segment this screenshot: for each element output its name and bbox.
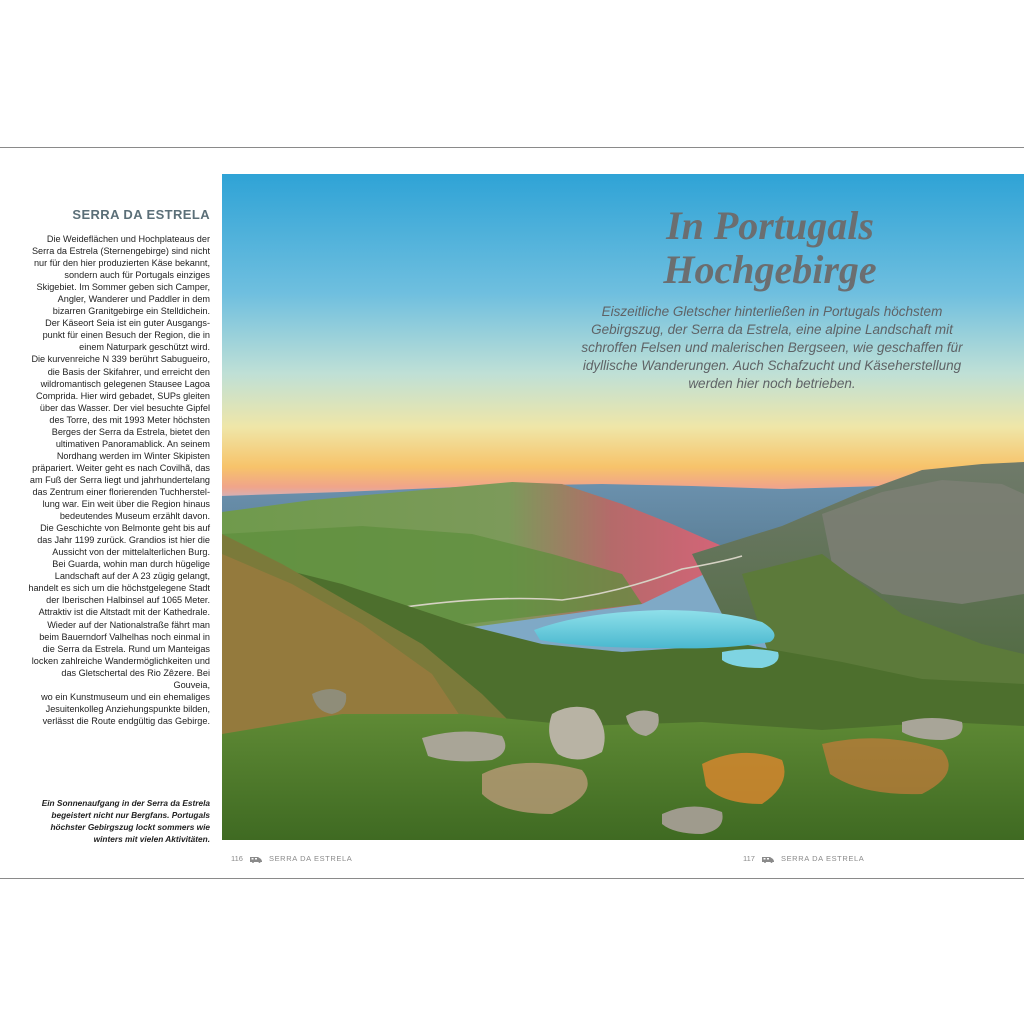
body-line: Serra da Estrela (Sternengebirge) sind nicht: [31, 246, 210, 257]
caption-line: Ein Sonnenaufgang in der Serra da Estrela: [41, 798, 210, 808]
subhead-line: idyllische Wanderungen. Auch Schafzucht und Käseherstellung: [582, 358, 962, 373]
body-line: wo ein Kunstmuseum und ein ehemaliges: [41, 691, 210, 702]
subhead: [556, 303, 988, 393]
body-line: Die Weideflächen und Hochplateaus der: [46, 234, 210, 244]
body-line: nur für den hier produzierten Käse bekannt,: [33, 258, 210, 269]
body-line: die Serra da Estrela. Rund um Manteigas: [42, 643, 210, 654]
body-line: das Gletschertal des Rio Zêzere. Bei Gouveia,: [61, 667, 210, 690]
body-line: Nordhang werden im Winter Skipisten: [56, 450, 210, 461]
body-line: wildromantisch gelegenen Stausee Lagoa: [40, 378, 210, 389]
body-line: sondern auch für Portugals einziges: [64, 270, 210, 281]
body-line: beim Bauerndorf Valhelhas noch einmal in: [39, 631, 210, 642]
body-line: lung war. Ein weit über die Region hinaus: [42, 499, 210, 510]
body-line: Bei Guarda, wohin man durch hügelige: [52, 559, 210, 570]
body-line: Die kurvenreiche N 339 berührt Sabugueiro,: [31, 354, 210, 365]
body-line: Comprida. Hier wird gebadet, SUPs gleiten: [36, 390, 210, 401]
headline-line: Hochgebirge: [663, 247, 877, 292]
page-number: 117: [743, 854, 755, 863]
body-line: das Zentrum einer florierenden Tuchherstel-: [32, 486, 210, 497]
body-line: der Iberischen Halbinsel auf 1065 Meter.: [46, 595, 210, 606]
subhead-line: schroffen Felsen und malerischen Bergseen, wie geschaffen für: [581, 340, 963, 355]
caption-line: winters mit vielen Aktivitäten.: [93, 834, 210, 844]
caption-line: höchster Gebirgszug lockt sommers wie: [50, 822, 210, 832]
body-line: handelt es sich um die höchstgelegene Stadt: [28, 583, 210, 594]
body-line: locken zahlreiche Wandermöglichkeiten und: [31, 655, 210, 666]
body-line: Die Geschichte von Belmonte geht bis auf: [40, 523, 210, 534]
body-line: punkt für einen Besuch der Region, die in: [42, 330, 210, 341]
caption-line: begeistert nicht nur Bergfans. Portugals: [51, 810, 210, 820]
headline: [560, 204, 980, 292]
body-line: Attraktiv ist die Altstadt mit der Kathedrale.: [38, 607, 210, 618]
body-line: das Jahr 1199 zurück. Grandios ist hier die: [37, 535, 210, 546]
subhead-line: Eiszeitliche Gletscher hinterließen in Portugals höchstem: [601, 304, 943, 319]
page-number: 116: [231, 854, 243, 863]
camper-van-icon: [249, 855, 263, 863]
body-line: ultimativen Panoramablick. An seinem: [55, 438, 210, 449]
body-line: Aussicht von der mittelalterlichen Burg.: [52, 547, 210, 558]
body-line: Der Käseort Seia ist ein guter Ausgangs-: [45, 318, 210, 329]
body-line: die Basis der Skifahrer, und erreicht den: [47, 366, 210, 377]
body-line: präpariert. Weiter geht es nach Covilhã, das: [32, 462, 210, 473]
body-line: Jesuitenkolleg Anziehungspunkte bilden,: [45, 703, 210, 714]
running-head: SERRA DA ESTRELA: [268, 854, 353, 863]
body-line: Berges der Serra da Estrela, bietet den: [51, 426, 210, 437]
body-line: am Fuß der Serra liegt und jahrhundertelang: [29, 474, 210, 485]
folio-right: [743, 854, 864, 863]
camper-van-icon: [761, 855, 775, 863]
body-line: Landschaft auf der A 23 zügig gelangt,: [54, 571, 210, 582]
subhead-line: werden hier noch betrieben.: [688, 376, 856, 391]
running-head: SERRA DA ESTRELA: [780, 854, 865, 863]
subhead-line: Gebirgszug, der Serra da Estrela, eine alpine Landschaft mit: [591, 322, 953, 337]
body-line: des Torre, des mit 1993 Meter höchsten: [49, 414, 210, 425]
body-line: Wieder auf der Nationalstraße fährt man: [47, 619, 210, 630]
folio-left: [231, 854, 352, 863]
body-line: Angler, Wanderer und Paddler in dem: [57, 294, 210, 305]
body-line: verlässt die Route endgültig das Gebirge.: [42, 715, 210, 726]
photo-caption: [20, 797, 210, 845]
body-line: bizarren Granitgebirge ein Stelldichein.: [52, 306, 210, 317]
headline-line: In Portugals: [666, 203, 874, 248]
section-title: SERRA DA ESTRELA: [72, 207, 210, 222]
body-line: bedeutendes Museum erzählt davon.: [59, 511, 210, 522]
body-line: Skigebiet. Im Sommer geben sich Camper,: [36, 282, 210, 293]
body-line: einem Naturpark geschützt wird.: [79, 342, 210, 353]
body-text: [26, 233, 210, 727]
body-line: über das Wasser. Der viel besuchte Gipfel: [39, 402, 210, 413]
